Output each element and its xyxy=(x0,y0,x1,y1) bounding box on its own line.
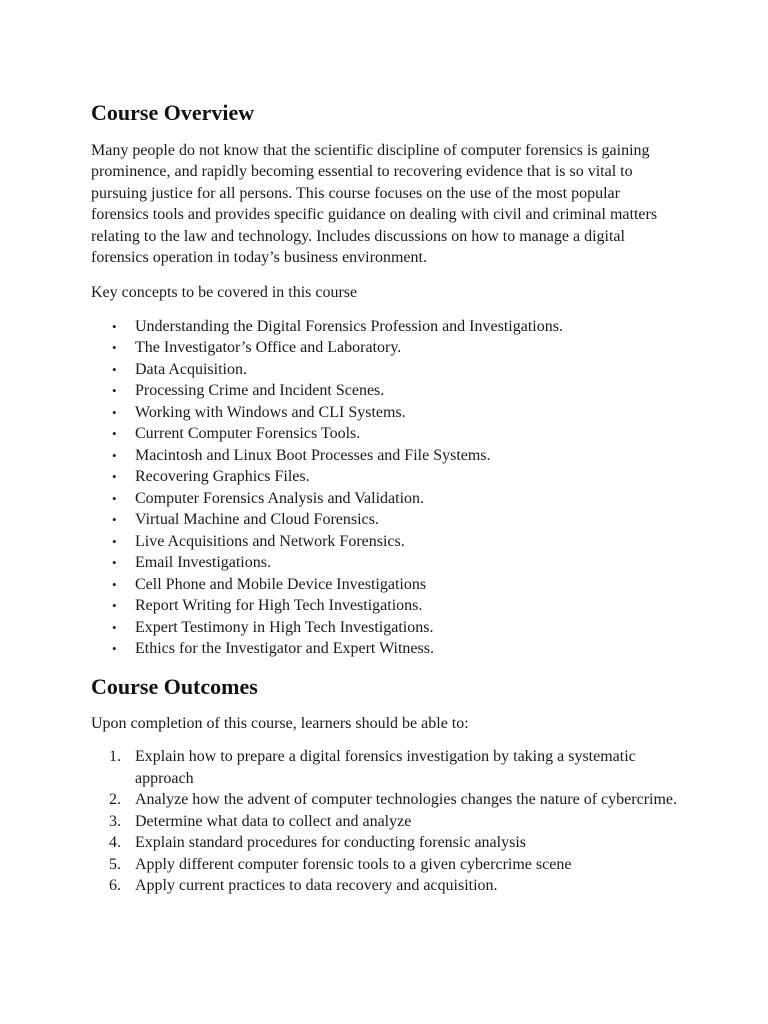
list-item xyxy=(91,595,681,617)
concept-text: Cell Phone and Mobile Device Investigations xyxy=(135,575,427,593)
list-item xyxy=(91,617,681,639)
bullet-icon: • xyxy=(112,533,117,549)
bullet-icon: • xyxy=(112,340,117,356)
list-item xyxy=(91,638,681,660)
list-item xyxy=(91,832,681,854)
concept-text: Computer Forensics Analysis and Validation. xyxy=(135,489,425,507)
list-item xyxy=(91,811,681,833)
list-number: 6. xyxy=(109,877,121,895)
outcome-text: Apply current practices to data recovery and acquisition. xyxy=(135,877,498,895)
bullet-icon: • xyxy=(112,318,117,334)
concept-text: Virtual Machine and Cloud Forensics. xyxy=(135,511,379,529)
list-item xyxy=(91,531,681,553)
course-outcomes-intro: Upon completion of this course, learners should be able to: xyxy=(91,714,469,732)
bullet-icon: • xyxy=(112,641,117,657)
bullet-icon: • xyxy=(112,404,117,420)
list-number: 5. xyxy=(109,855,121,873)
list-number: 2. xyxy=(109,791,121,809)
concept-text: Expert Testimony in High Tech Investigations. xyxy=(135,618,434,636)
course-outcomes-heading: Course Outcomes xyxy=(91,673,258,699)
concept-text: The Investigator’s Office and Laboratory. xyxy=(135,339,402,357)
list-item xyxy=(91,423,681,445)
outcome-text: Explain standard procedures for conducting forensic analysis xyxy=(135,834,526,852)
outcome-text: Explain how to prepare a digital forensics investigation by taking a systematic approach xyxy=(135,748,636,787)
bullet-icon: • xyxy=(112,361,117,377)
bullet-icon: • xyxy=(112,512,117,528)
bullet-icon: • xyxy=(112,490,117,506)
course-overview-heading: Course Overview xyxy=(91,100,255,125)
bullet-icon: • xyxy=(112,576,117,592)
concept-text: Processing Crime and Incident Scenes. xyxy=(135,382,385,400)
concept-text: Live Acquisitions and Network Forensics. xyxy=(135,532,405,550)
list-item xyxy=(91,402,681,424)
bullet-icon: • xyxy=(112,426,117,442)
document-page xyxy=(91,98,681,897)
outcome-text: Analyze how the advent of computer technologies changes the nature of cybercrime. xyxy=(135,791,678,809)
concept-text: Ethics for the Investigator and Expert Witness. xyxy=(135,640,434,658)
list-item xyxy=(91,746,681,789)
concept-text: Data Acquisition. xyxy=(135,360,247,378)
bullet-icon: • xyxy=(112,619,117,635)
list-number: 4. xyxy=(109,834,121,852)
list-item xyxy=(91,316,681,338)
list-item xyxy=(91,337,681,359)
concept-text: Macintosh and Linux Boot Processes and File Systems. xyxy=(135,446,491,464)
key-concepts-list xyxy=(91,316,681,660)
outcome-text: Apply different computer forensic tools to a given cybercrime scene xyxy=(135,855,572,873)
list-item xyxy=(91,509,681,531)
bullet-icon: • xyxy=(112,598,117,614)
list-item xyxy=(91,488,681,510)
bullet-icon: • xyxy=(112,555,117,571)
concept-text: Recovering Graphics Files. xyxy=(135,468,310,486)
concept-text: Understanding the Digital Forensics Profession and Investigations. xyxy=(135,317,563,335)
bullet-icon: • xyxy=(112,469,117,485)
outcome-text: Determine what data to collect and analyze xyxy=(135,812,412,830)
list-item xyxy=(91,380,681,402)
list-item xyxy=(91,854,681,876)
key-concepts-label: Key concepts to be covered in this course xyxy=(91,284,358,302)
concept-text: Working with Windows and CLI Systems. xyxy=(135,403,406,421)
list-item xyxy=(91,466,681,488)
course-outcomes-list xyxy=(91,746,681,897)
course-overview-paragraph: Many people do not know that the scientific discipline of computer forensics is gaining prominence, and rapidly becoming essential to recovering evidence that is so vital to pursuing justice for all persons. This course focuses on the use of the most popular forensics tools and provides specific guidance on dealing with civil and criminal matters relating to the law and technology. Includes discussions on how to manage a digital forensics operation in today’s business environment. xyxy=(91,142,658,267)
bullet-icon: • xyxy=(112,447,117,463)
list-number: 1. xyxy=(109,748,121,766)
concept-text: Report Writing for High Tech Investigations. xyxy=(135,597,423,615)
concept-text: Email Investigations. xyxy=(135,554,271,572)
concept-text: Current Computer Forensics Tools. xyxy=(135,425,361,443)
bullet-icon: • xyxy=(112,383,117,399)
list-item xyxy=(91,552,681,574)
list-number: 3. xyxy=(109,812,121,830)
list-item xyxy=(91,359,681,381)
list-item xyxy=(91,574,681,596)
list-item xyxy=(91,789,681,811)
list-item xyxy=(91,875,681,897)
list-item xyxy=(91,445,681,467)
